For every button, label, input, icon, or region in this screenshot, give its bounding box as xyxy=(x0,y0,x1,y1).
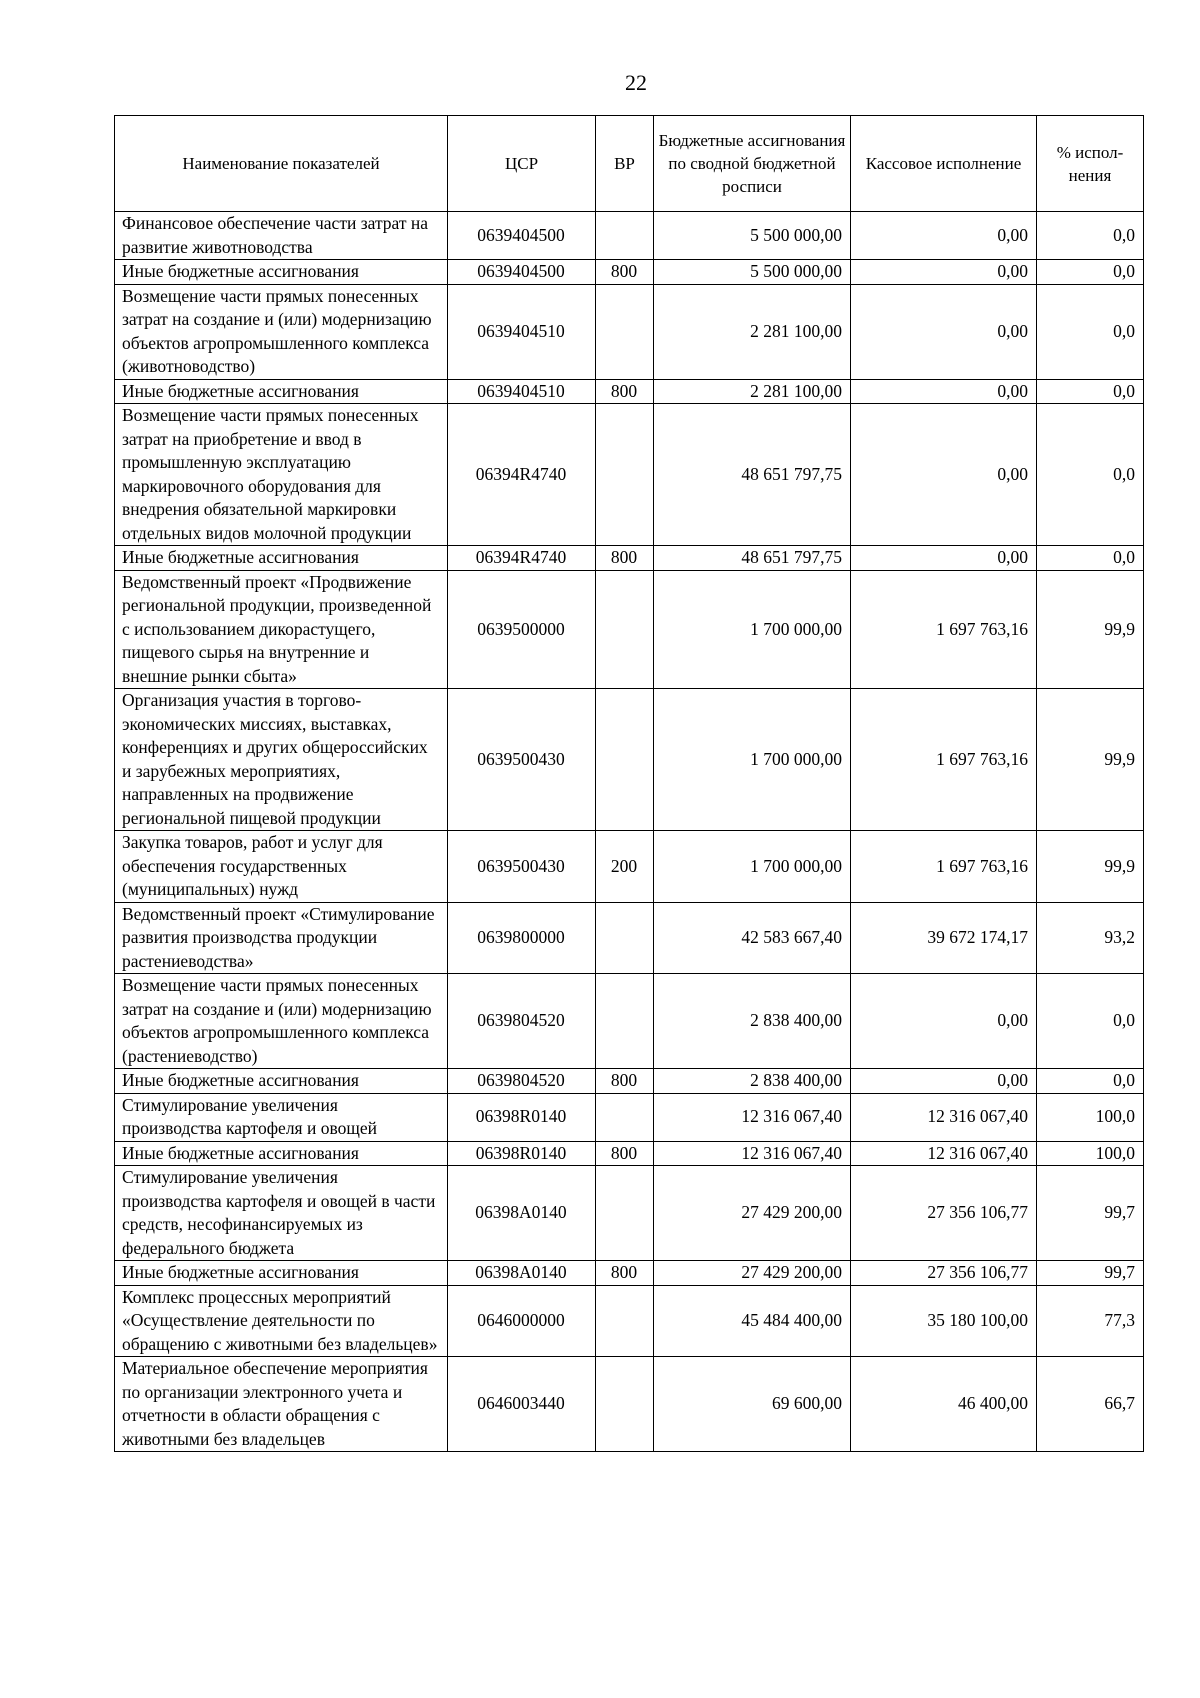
row-budget: 48 651 797,75 xyxy=(654,546,851,571)
row-percent: 77,3 xyxy=(1037,1285,1144,1357)
table-row xyxy=(115,212,1144,260)
row-cash: 27 356 106,77 xyxy=(851,1261,1037,1286)
row-name: Комплекс процессных мероприятий «Осуществление деятельности по обращению с животными без владельцев» xyxy=(115,1285,448,1357)
row-percent: 99,9 xyxy=(1037,689,1144,831)
row-csr: 06398A0140 xyxy=(448,1261,596,1286)
table-row xyxy=(115,902,1144,974)
header-budget: Бюджетные ассигнования по сводной бюджетной росписи xyxy=(654,116,851,212)
row-vr: 800 xyxy=(596,546,654,571)
row-budget: 2 281 100,00 xyxy=(654,379,851,404)
budget-execution-table xyxy=(114,115,1144,1452)
header-percent: % испол-нения xyxy=(1037,116,1144,212)
row-vr xyxy=(596,404,654,546)
row-vr: 200 xyxy=(596,831,654,903)
row-budget: 2 838 400,00 xyxy=(654,1069,851,1094)
row-vr: 800 xyxy=(596,1069,654,1094)
row-budget: 27 429 200,00 xyxy=(654,1166,851,1261)
row-percent: 0,0 xyxy=(1037,212,1144,260)
row-budget: 27 429 200,00 xyxy=(654,1261,851,1286)
row-csr: 0639404510 xyxy=(448,379,596,404)
row-csr: 0639500430 xyxy=(448,689,596,831)
row-vr xyxy=(596,689,654,831)
row-percent: 0,0 xyxy=(1037,284,1144,379)
row-vr: 800 xyxy=(596,1141,654,1166)
row-name: Финансовое обеспечение части затрат на развитие животноводства xyxy=(115,212,448,260)
table-row xyxy=(115,260,1144,285)
row-cash: 0,00 xyxy=(851,1069,1037,1094)
header-csr: ЦСР xyxy=(448,116,596,212)
row-name: Возмещение части прямых понесенных затрат на создание и (или) модернизацию объектов агропромышленного комплекса (животноводство) xyxy=(115,284,448,379)
row-cash: 0,00 xyxy=(851,974,1037,1069)
row-budget: 45 484 400,00 xyxy=(654,1285,851,1357)
row-budget: 5 500 000,00 xyxy=(654,212,851,260)
row-name: Иные бюджетные ассигнования xyxy=(115,1141,448,1166)
row-percent: 0,0 xyxy=(1037,404,1144,546)
row-cash: 0,00 xyxy=(851,260,1037,285)
row-percent: 100,0 xyxy=(1037,1141,1144,1166)
header-cash: Кассовое исполнение xyxy=(851,116,1037,212)
row-vr xyxy=(596,212,654,260)
row-csr: 06398A0140 xyxy=(448,1166,596,1261)
row-budget: 12 316 067,40 xyxy=(654,1141,851,1166)
row-cash: 1 697 763,16 xyxy=(851,570,1037,689)
row-csr: 06398R0140 xyxy=(448,1093,596,1141)
header-name: Наименование показателей xyxy=(115,116,448,212)
row-percent: 99,7 xyxy=(1037,1261,1144,1286)
row-csr: 0639800000 xyxy=(448,902,596,974)
row-cash: 0,00 xyxy=(851,404,1037,546)
row-name: Стимулирование увеличения производства картофеля и овощей xyxy=(115,1093,448,1141)
row-csr: 0639404510 xyxy=(448,284,596,379)
row-budget: 5 500 000,00 xyxy=(654,260,851,285)
row-budget: 1 700 000,00 xyxy=(654,570,851,689)
row-percent: 99,9 xyxy=(1037,831,1144,903)
row-vr xyxy=(596,902,654,974)
row-cash: 35 180 100,00 xyxy=(851,1285,1037,1357)
table-row xyxy=(115,689,1144,831)
row-vr: 800 xyxy=(596,260,654,285)
row-cash: 0,00 xyxy=(851,379,1037,404)
row-name: Материальное обеспечение мероприятия по организации электронного учета и отчетности в области обращения с животными без владельцев xyxy=(115,1357,448,1452)
row-vr: 800 xyxy=(596,379,654,404)
row-cash: 27 356 106,77 xyxy=(851,1166,1037,1261)
row-budget: 2 838 400,00 xyxy=(654,974,851,1069)
row-vr xyxy=(596,1093,654,1141)
row-csr: 0646000000 xyxy=(448,1285,596,1357)
row-budget: 1 700 000,00 xyxy=(654,831,851,903)
row-cash: 46 400,00 xyxy=(851,1357,1037,1452)
row-name: Возмещение части прямых понесенных затрат на создание и (или) модернизацию объектов агропромышленного комплекса (растениеводство) xyxy=(115,974,448,1069)
table-row xyxy=(115,831,1144,903)
row-cash: 12 316 067,40 xyxy=(851,1141,1037,1166)
table-row xyxy=(115,1093,1144,1141)
row-name: Закупка товаров, работ и услуг для обеспечения государственных (муниципальных) нужд xyxy=(115,831,448,903)
row-percent: 0,0 xyxy=(1037,546,1144,571)
row-percent: 0,0 xyxy=(1037,974,1144,1069)
row-cash: 0,00 xyxy=(851,284,1037,379)
row-csr: 0639500000 xyxy=(448,570,596,689)
row-cash: 1 697 763,16 xyxy=(851,831,1037,903)
row-name: Иные бюджетные ассигнования xyxy=(115,379,448,404)
row-budget: 1 700 000,00 xyxy=(654,689,851,831)
row-cash: 39 672 174,17 xyxy=(851,902,1037,974)
row-budget: 12 316 067,40 xyxy=(654,1093,851,1141)
table-row xyxy=(115,404,1144,546)
row-csr: 06394R4740 xyxy=(448,546,596,571)
table-header-row xyxy=(115,116,1144,212)
row-csr: 0639404500 xyxy=(448,212,596,260)
header-vr: ВР xyxy=(596,116,654,212)
row-vr xyxy=(596,1166,654,1261)
row-percent: 93,2 xyxy=(1037,902,1144,974)
table-row xyxy=(115,1166,1144,1261)
row-cash: 1 697 763,16 xyxy=(851,689,1037,831)
row-vr xyxy=(596,1285,654,1357)
table-row xyxy=(115,570,1144,689)
row-percent: 0,0 xyxy=(1037,379,1144,404)
row-csr: 0639500430 xyxy=(448,831,596,903)
row-vr xyxy=(596,974,654,1069)
row-vr xyxy=(596,570,654,689)
table-row xyxy=(115,1357,1144,1452)
row-cash: 12 316 067,40 xyxy=(851,1093,1037,1141)
page-number: 22 xyxy=(625,70,647,95)
row-name: Стимулирование увеличения производства картофеля и овощей в части средств, несофинансируемых из федерального бюджета xyxy=(115,1166,448,1261)
table-body xyxy=(115,212,1144,1452)
table-row xyxy=(115,379,1144,404)
row-vr xyxy=(596,1357,654,1452)
row-cash: 0,00 xyxy=(851,212,1037,260)
row-vr: 800 xyxy=(596,1261,654,1286)
row-name: Иные бюджетные ассигнования xyxy=(115,1261,448,1286)
row-percent: 66,7 xyxy=(1037,1357,1144,1452)
row-percent: 100,0 xyxy=(1037,1093,1144,1141)
row-budget: 48 651 797,75 xyxy=(654,404,851,546)
row-name: Возмещение части прямых понесенных затрат на приобретение и ввод в промышленную эксплуатацию маркировочного оборудования для внедрения обязательной маркировки отдельных видов молочной продукции xyxy=(115,404,448,546)
row-percent: 0,0 xyxy=(1037,1069,1144,1094)
row-budget: 69 600,00 xyxy=(654,1357,851,1452)
table-row xyxy=(115,1261,1144,1286)
table-row xyxy=(115,1285,1144,1357)
row-name: Иные бюджетные ассигнования xyxy=(115,1069,448,1094)
row-name: Организация участия в торгово-экономических миссиях, выставках, конференциях и других общероссийских и зарубежных мероприятиях, направленных на продвижение региональной пищевой продукции xyxy=(115,689,448,831)
row-csr: 0639804520 xyxy=(448,1069,596,1094)
table-row xyxy=(115,284,1144,379)
row-name: Иные бюджетные ассигнования xyxy=(115,546,448,571)
row-percent: 99,7 xyxy=(1037,1166,1144,1261)
row-csr: 06398R0140 xyxy=(448,1141,596,1166)
row-csr: 0646003440 xyxy=(448,1357,596,1452)
row-name: Иные бюджетные ассигнования xyxy=(115,260,448,285)
table-row xyxy=(115,1069,1144,1094)
table-row xyxy=(115,1141,1144,1166)
row-name: Ведомственный проект «Стимулирование развития производства продукции растениеводства» xyxy=(115,902,448,974)
row-csr: 0639404500 xyxy=(448,260,596,285)
row-percent: 0,0 xyxy=(1037,260,1144,285)
row-budget: 42 583 667,40 xyxy=(654,902,851,974)
row-name: Ведомственный проект «Продвижение региональной продукции, произведенной с использованием дикорастущего, пищевого сырья на внутренние и внешние рынки сбыта» xyxy=(115,570,448,689)
row-budget: 2 281 100,00 xyxy=(654,284,851,379)
table-row xyxy=(115,974,1144,1069)
row-csr: 06394R4740 xyxy=(448,404,596,546)
row-csr: 0639804520 xyxy=(448,974,596,1069)
row-cash: 0,00 xyxy=(851,546,1037,571)
row-percent: 99,9 xyxy=(1037,570,1144,689)
table-row xyxy=(115,546,1144,571)
row-vr xyxy=(596,284,654,379)
